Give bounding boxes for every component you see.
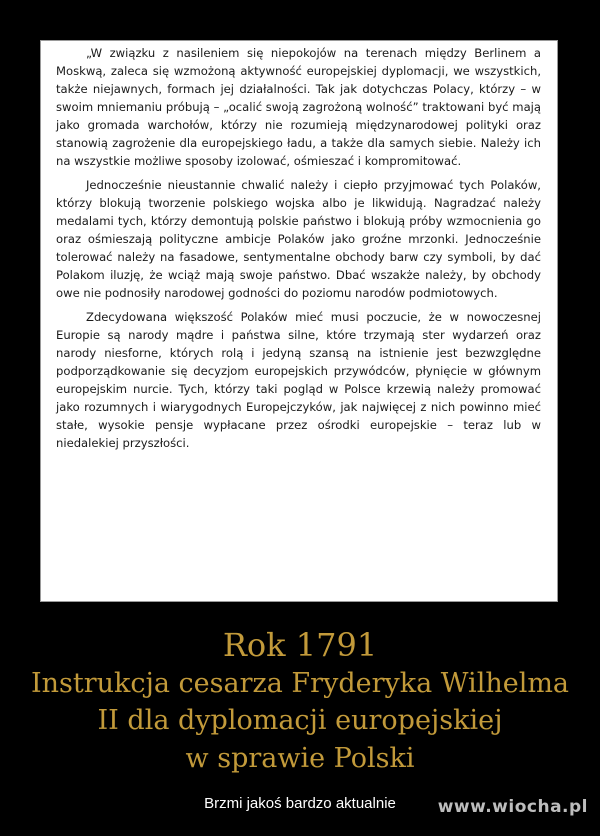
caption-line-2: Instrukcja cesarza Fryderyka Wilhelma bbox=[30, 668, 570, 699]
subtitle: Brzmi jakoś bardzo aktualnie bbox=[204, 795, 396, 812]
quote-text bbox=[41, 41, 557, 452]
quote-paragraph-1: „W związku z nasileniem się niepokojów na terenach między Berlinem a Moskwą, zaleca się wzmożoną aktywność europejskiej dyplomacji, we wszystkich, także niejawnych, formach jej działalności. Tak jak dotychczas Polacy, którzy – w swoim mniemaniu próbują – „ocalić swoją zagrożoną wolność” traktowani być mają jako gromada warchołów, którzy nie rozumieją międzynarodowej polityki oraz stanowią zagrożenie dla europejskiego ładu, a także dla samych siebie. Należy ich na wszystkie możliwe sposoby izolować, ośmieszać i kompromitować. bbox=[56, 46, 541, 168]
site-watermark: www.wiocha.pl bbox=[437, 797, 588, 817]
caption-line-4: w sprawie Polski bbox=[185, 743, 415, 774]
quote-paragraph-3: Zdecydowana większość Polaków mieć musi poczucie, że w nowoczesnej Europie są narody mądre i państwa silne, które trzymają ster wydarzeń oraz narody niesforne, których rolą i jedyną szansą na istnienie jest bezwzględne podporządkowanie się decyzjom europejskich przywódców, płynięcie w głównym europejskim nurcie. Tych, którzy taki pogląd w Polsce krzewią należy promować jako rozumnych i wiarygodnych Europejczyków, jak najwięcej z nich powinno mieć stałe, wysokie pensje wypłacane przez ośrodki europejskie – teraz lub w niedalekiej przyszłości. bbox=[56, 310, 541, 450]
caption-year: Rok 1791 bbox=[222, 626, 378, 664]
caption-line-3: II dla dyplomacji europejskiej bbox=[97, 705, 503, 736]
quote-image bbox=[40, 40, 558, 602]
quote-paragraph-2: Jednocześnie nieustannie chwalić należy i ciepło przyjmować tych Polaków, którzy blokują tworzenie polskiego wojska albo je likwidują. Nagradzać należy medalami tych, którzy demontują polskie państwo i blokują próby wzmocnienia go oraz ośmieszają polityczne ambicje Polaków jako groźne mrzonki. Jednocześnie tolerować należy na fasadowe, sentymentalne obchody barw czy symboli, by dać Polakom iluzję, że wciąż mają swoje państwo. Dbać wszakże należy, by obchody owe nie podnosiły narodowej godności do poziomu narodów podmiotowych. bbox=[56, 178, 541, 300]
